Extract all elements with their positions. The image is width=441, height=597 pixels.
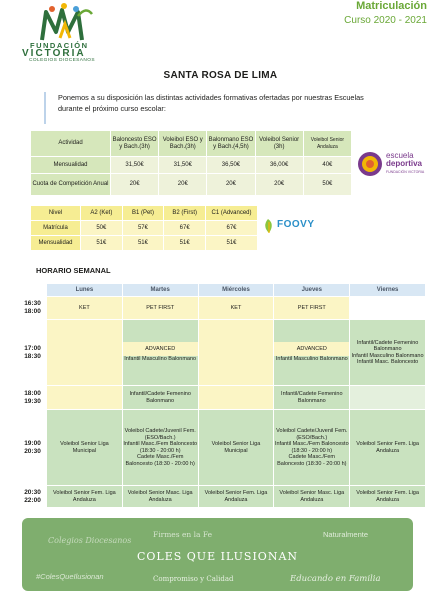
- schedule-cell: Voleibol Senior Fem. Liga Andaluza: [350, 410, 426, 486]
- page-subtitle: Curso 2020 - 2021: [344, 15, 427, 26]
- schedule-entry: Infantil/Cadete Femenino Balonmano: [356, 339, 419, 352]
- day-header: Lunes: [47, 284, 123, 297]
- banner-colegios: Colegios Diocesanos: [48, 536, 132, 545]
- banner-hashtag: #ColesQueIlusionan: [36, 572, 104, 581]
- escuela-deportiva-logo: [356, 150, 436, 178]
- monthly-cell: 40€: [303, 157, 351, 174]
- row-label-activity: Actividad: [31, 131, 111, 157]
- activity-cell: Voleibol Senior Andaluza: [303, 131, 351, 157]
- lang-monthly-cell: 51€: [164, 236, 206, 251]
- schedule-cell: PET FIRST: [274, 297, 350, 320]
- lang-monthly-cell: 51€: [206, 236, 258, 251]
- schedule-cell: Voleibol Senior Fem. Liga Andaluza: [350, 486, 426, 508]
- foovy-leaf-icon: [262, 218, 276, 234]
- time-slot: 17:00 18:30: [19, 320, 47, 386]
- day-header: Miércoles: [198, 284, 274, 297]
- banner-commitment: Compromiso y Calidad: [153, 575, 234, 583]
- level-cell: B1 (Pet): [122, 206, 164, 221]
- schedule-cell-empty: [350, 297, 426, 320]
- row-label-enrollment: Matrícula: [31, 221, 81, 236]
- schedule-cell: KET: [47, 297, 123, 320]
- time-slot: 20:30 22:00: [19, 486, 47, 508]
- sports-fees-table: [30, 130, 352, 196]
- schedule-cell: [274, 410, 350, 486]
- escuela-org-label: FUNDACIÓN VICTORIA: [386, 170, 425, 174]
- day-header: Jueves: [274, 284, 350, 297]
- activity-cell: Baloncesto ESO y Bach.(3h): [111, 131, 159, 157]
- enrollment-cell: 50€: [81, 221, 123, 236]
- banner-main-slogan: COLES QUE ILUSIONAN: [136, 550, 299, 563]
- escuela-deportiva-emblem-icon: [356, 150, 384, 178]
- level-cell: C1 (Advanced): [206, 206, 258, 221]
- schedule-entry: Infantil Masculino Balonmano: [351, 352, 424, 359]
- schedule-cell: Voleibol Senior Masc. Liga Andaluza: [274, 486, 350, 508]
- schedule-cell: [350, 320, 426, 386]
- monthly-cell: 36,00€: [255, 157, 303, 174]
- day-header: Viernes: [350, 284, 426, 297]
- schedule-entry: Infantil Masc./Fem Baloncesto (18:30 - 20:00 h): [123, 441, 198, 454]
- fee-cell: 20€: [255, 174, 303, 196]
- fee-cell: 20€: [159, 174, 207, 196]
- activity-cell: Balonmano ESO y Bach.(4,5h): [207, 131, 255, 157]
- footer-banner: [22, 518, 413, 591]
- schedule-cell: [122, 410, 198, 486]
- org-name-line3: COLEGIOS DIOCESANOS: [29, 58, 95, 63]
- banner-faith: Firmes en la Fe: [153, 530, 213, 539]
- schedule-cell: Voleibol Senior Liga Municipal: [198, 410, 274, 486]
- school-name: SANTA ROSA DE LIMA: [163, 70, 278, 81]
- schedule-cell-empty: [198, 386, 274, 410]
- schedule-cell-empty: [350, 386, 426, 410]
- schedule-entry: Cadete Masc./Fem Baloncesto (18:30 - 20:00 h): [277, 454, 347, 467]
- escuela-label: escuela: [386, 151, 414, 160]
- enrollment-cell: 67€: [164, 221, 206, 236]
- foovy-label: FOOVY: [277, 219, 315, 230]
- level-cell: B2 (First): [164, 206, 206, 221]
- schedule-entry: ADVANCED: [123, 342, 198, 356]
- schedule-entry: Infantil Masculino Balonmano: [275, 356, 348, 363]
- lang-monthly-cell: 51€: [81, 236, 123, 251]
- schedule-cell-empty: [47, 386, 123, 410]
- monthly-cell: 31,50€: [159, 157, 207, 174]
- weekly-schedule-table: [18, 283, 426, 508]
- row-label-monthly: Mensualidad: [31, 236, 81, 251]
- org-name-line2: VICTORIA: [22, 48, 86, 59]
- schedule-entry: Cadete Masc./Fem Baloncesto (18:30 - 20:00 h): [125, 454, 195, 467]
- row-label-fee: Cuota de Competición Anual: [31, 174, 111, 196]
- schedule-cell: Voleibol Senior Fem. Liga Andaluza: [198, 486, 274, 508]
- fee-cell: 20€: [111, 174, 159, 196]
- schedule-cell: Voleibol Senior Liga Municipal: [47, 410, 123, 486]
- schedule-cell: PET FIRST: [122, 297, 198, 320]
- banner-naturally: Naturalmente: [323, 530, 369, 539]
- level-cell: A2 (Ket): [81, 206, 123, 221]
- schedule-cell: Infantil/Cadete Femenino Balonmano: [122, 386, 198, 410]
- schedule-entry: Infantil Masc./Fem Baloncesto (18:30 - 20:00 h): [274, 441, 349, 454]
- day-header: Martes: [122, 284, 198, 297]
- time-slot: 19:00 20:30: [19, 410, 47, 486]
- deportiva-label: deportiva: [386, 159, 423, 168]
- org-name-line1: FUNDACIÓN: [30, 41, 89, 50]
- schedule-cell-empty: [47, 320, 123, 386]
- enrollment-cell: 57€: [122, 221, 164, 236]
- activity-cell: Voleibol ESO y Bach.(3h): [159, 131, 207, 157]
- fee-cell: 20€: [207, 174, 255, 196]
- corner-cell: [19, 284, 47, 297]
- schedule-heading: HORARIO SEMANAL: [36, 266, 111, 275]
- row-label-level: Nivel: [31, 206, 81, 221]
- schedule-cell: KET: [198, 297, 274, 320]
- intro-text: Ponemos a su disposición las distintas actividades formativas ofertadas por nuestras Escuelas durante el próximo curso escolar:: [44, 92, 378, 124]
- schedule-cell-empty: [198, 320, 274, 386]
- schedule-cell: Infantil/Cadete Femenino Balonmano: [274, 386, 350, 410]
- schedule-cell: [274, 320, 350, 386]
- schedule-entry: Voleibol Cadete/Juvenil Fem. (ESO/Bach.): [124, 428, 196, 441]
- time-slot: 16:30 18:00: [19, 297, 47, 320]
- schedule-entry: Infantil Masculino Balonmano: [124, 356, 197, 363]
- page-title: Matriculación: [356, 0, 427, 12]
- fee-cell: 50€: [303, 174, 351, 196]
- schedule-cell: Voleibol Senior Masc. Liga Andaluza: [122, 486, 198, 508]
- enrollment-cell: 67€: [206, 221, 258, 236]
- monthly-cell: 36,50€: [207, 157, 255, 174]
- activity-cell: Voleibol Senior (3h): [255, 131, 303, 157]
- time-slot: 18:00 19:30: [19, 386, 47, 410]
- schedule-cell: Voleibol Senior Fem. Liga Andaluza: [47, 486, 123, 508]
- monthly-cell: 31,50€: [111, 157, 159, 174]
- schedule-entry: ADVANCED: [274, 342, 349, 356]
- banner-education: Educando en Familia: [290, 574, 381, 584]
- lang-monthly-cell: 51€: [122, 236, 164, 251]
- schedule-entry: Infantil Masc. Baloncesto: [357, 359, 419, 365]
- schedule-entry: Voleibol Cadete/Juvenil Fem. (ESO/Bach.): [276, 428, 348, 441]
- languages-fees-table: [30, 205, 258, 251]
- row-label-monthly: Mensualidad: [31, 157, 111, 174]
- schedule-cell: [122, 320, 198, 386]
- foovy-logo: [262, 216, 332, 236]
